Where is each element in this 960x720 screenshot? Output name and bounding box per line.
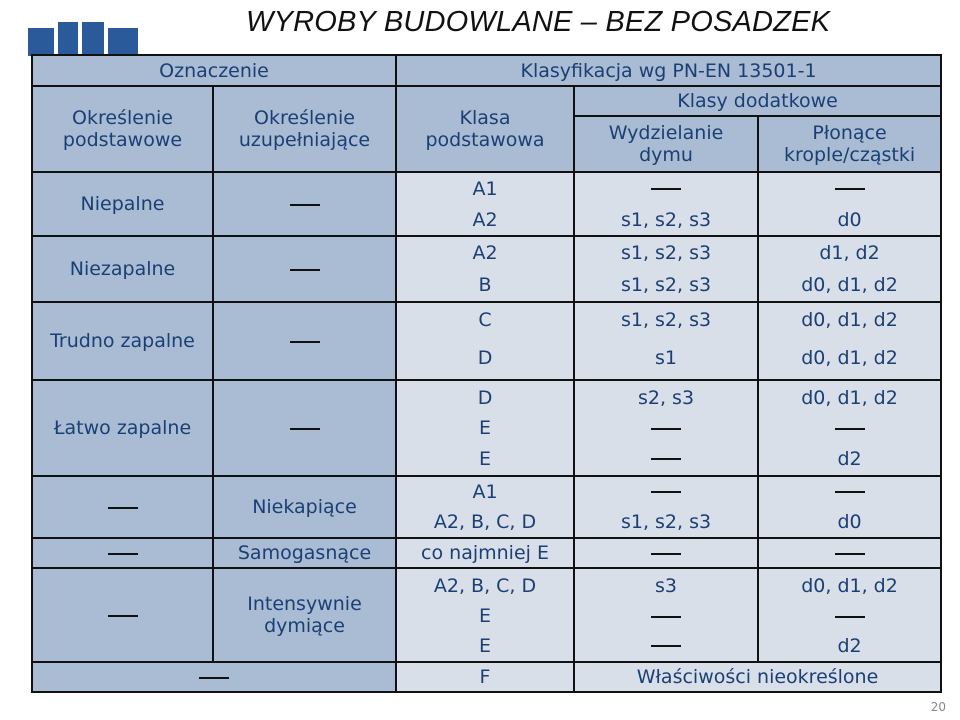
dash-icon [290, 341, 320, 343]
table-row [32, 476, 941, 506]
header-oznaczenie: Oznaczenie [32, 55, 396, 86]
dash-cell [213, 380, 396, 476]
dash-icon [290, 204, 320, 206]
krople-cell: d0, d1, d2 [758, 568, 941, 602]
group-intensywnie-dymiace: Intensywnie dymiące [213, 568, 396, 662]
dym-cell: s1, s2, s3 [574, 236, 758, 268]
table-row [32, 380, 941, 414]
dash-icon [108, 507, 138, 509]
header-klasy-dodatkowe: Klasy dodatkowe [574, 86, 941, 116]
klasa-cell: A2 [396, 236, 574, 268]
dash-icon [835, 428, 865, 430]
krople-cell [758, 602, 941, 630]
dash-icon [835, 188, 865, 190]
page-title: WYROBY BUDOWLANE – BEZ POSADZEK [246, 6, 831, 38]
header-klasa-podstawowa: Klasa podstawowa [396, 86, 574, 172]
dym-cell: s1, s2, s3 [574, 204, 758, 236]
klasa-cell: D [396, 380, 574, 414]
dash-icon [835, 553, 865, 555]
klasa-cell: F [396, 662, 574, 692]
krople-cell [758, 476, 941, 506]
klasa-cell: D [396, 336, 574, 380]
dash-icon [290, 269, 320, 271]
dym-cell [574, 414, 758, 442]
klasa-cell: co najmniej E [396, 538, 574, 568]
group-samogasnace: Samogasnące [213, 538, 396, 568]
dash-icon [199, 677, 229, 679]
klasa-cell: A1 [396, 476, 574, 506]
krople-cell [758, 172, 941, 204]
group-niezapalne: Niezapalne [32, 236, 213, 302]
dash-cell [32, 538, 213, 568]
group-trudno-zapalne: Trudno zapalne [32, 302, 213, 380]
krople-cell: d0, d1, d2 [758, 380, 941, 414]
header-row-1 [32, 55, 941, 86]
dym-cell [574, 538, 758, 568]
header-klasyfikacja: Klasyfikacja wg PN-EN 13501-1 [396, 55, 941, 86]
krople-cell: d2 [758, 630, 941, 662]
page-number: 20 [930, 700, 946, 714]
group-niekapiace: Niekapiące [213, 476, 396, 538]
uwaga-cell: Właściwości nieokreślone [574, 662, 941, 692]
krople-cell: d0, d1, d2 [758, 336, 941, 380]
klasa-cell: A2, B, C, D [396, 568, 574, 602]
dym-cell: s2, s3 [574, 380, 758, 414]
header-plonace-krople: Płonące krople/cząstki [758, 116, 941, 172]
group-latwo-zapalne: Łatwo zapalne [32, 380, 213, 476]
dym-cell [574, 442, 758, 476]
dash-icon [651, 491, 681, 493]
table-row [32, 236, 941, 268]
table-row [32, 538, 941, 568]
dash-icon [651, 428, 681, 430]
krople-cell: d2 [758, 442, 941, 476]
krople-cell: d1, d2 [758, 236, 941, 268]
dash-cell [213, 236, 396, 302]
klasa-cell: A1 [396, 172, 574, 204]
klasa-cell: A2, B, C, D [396, 506, 574, 538]
dym-cell: s1, s2, s3 [574, 506, 758, 538]
klasa-cell: C [396, 302, 574, 336]
dym-cell: s3 [574, 568, 758, 602]
table-row [32, 568, 941, 602]
header-okreslenie-podstawowe: Określenie podstawowe [32, 86, 213, 172]
dash-icon [290, 428, 320, 430]
krople-cell: d0 [758, 204, 941, 236]
dash-cell [213, 172, 396, 236]
header-okreslenie-uzupelniajace: Określenie uzupełniające [213, 86, 396, 172]
dash-cell [32, 568, 213, 662]
dym-cell: s1, s2, s3 [574, 302, 758, 336]
dym-cell [574, 630, 758, 662]
dash-icon [651, 553, 681, 555]
dym-cell [574, 476, 758, 506]
dash-cell [32, 476, 213, 538]
dash-icon [108, 553, 138, 555]
klasa-cell: A2 [396, 204, 574, 236]
klasa-cell: E [396, 602, 574, 630]
table-row [32, 302, 941, 336]
company-logo [28, 22, 138, 56]
table-row [32, 662, 941, 692]
krople-cell: d0, d1, d2 [758, 268, 941, 302]
krople-cell [758, 414, 941, 442]
krople-cell [758, 538, 941, 568]
dash-icon [108, 615, 138, 617]
dym-cell [574, 172, 758, 204]
dash-icon [651, 645, 681, 647]
header-row-2 [32, 86, 941, 116]
table-row [32, 172, 941, 204]
klasa-cell: E [396, 630, 574, 662]
dym-cell [574, 602, 758, 630]
dym-cell: s1, s2, s3 [574, 268, 758, 302]
dash-icon [835, 616, 865, 618]
classification-table [31, 54, 942, 693]
klasa-cell: B [396, 268, 574, 302]
klasa-cell: E [396, 442, 574, 476]
header-wydzielanie-dymu: Wydzielanie dymu [574, 116, 758, 172]
dash-icon [651, 188, 681, 190]
dash-cell [32, 662, 396, 692]
dym-cell: s1 [574, 336, 758, 380]
dash-icon [651, 616, 681, 618]
krople-cell: d0 [758, 506, 941, 538]
group-niepalne: Niepalne [32, 172, 213, 236]
krople-cell: d0, d1, d2 [758, 302, 941, 336]
dash-icon [835, 491, 865, 493]
klasa-cell: E [396, 414, 574, 442]
dash-icon [651, 458, 681, 460]
dash-cell [213, 302, 396, 380]
